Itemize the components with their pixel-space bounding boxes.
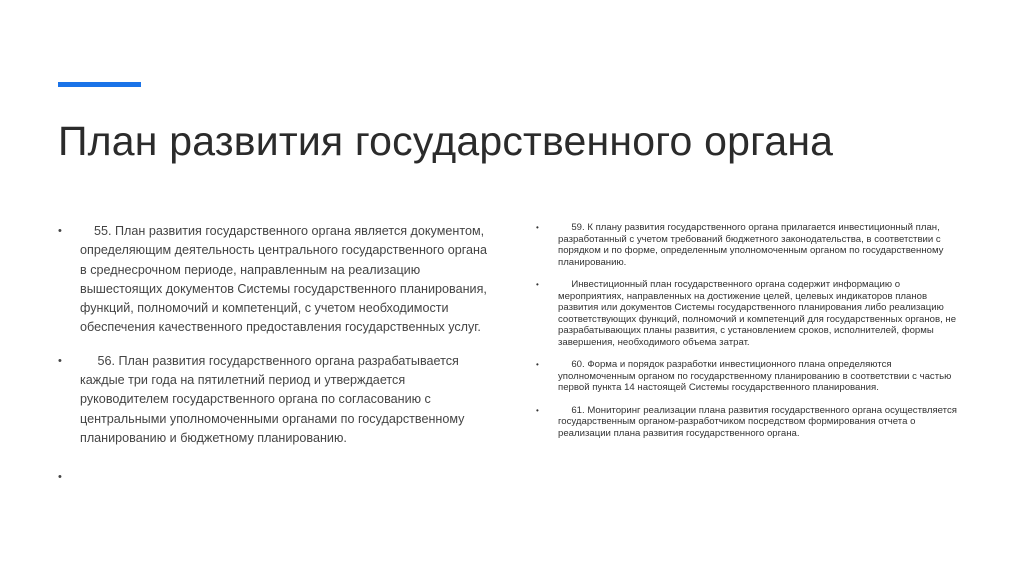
list-item [58,222,491,338]
bullet-icon: • [58,225,62,237]
list-item-text: 61. Мониторинг реализации плана развития государственного органа осуществляется государственным органом-разработчиком посредством формирования отчета о реализации плана развития государственного органа. [558,404,960,439]
list-item [536,405,966,440]
left-bullet-list [58,222,491,488]
bullet-icon: • [536,360,539,369]
bullet-icon: • [536,280,539,289]
left-column [58,222,491,502]
list-item [58,468,488,487]
list-item-text: Инвестиционный план государственного органа содержит информацию о мероприятиях, направленных на достижение целей, целевых индикаторов планов развития или документов Системы государственного планирования либо реализацию соответствующих функций, полномочий и компетенций для государственных органов, не разрабатывающих планы развития, с установлением сроков, исполнителей, формы завершения, необходимого объема затрат. [558,279,959,348]
list-item-text [80,468,488,487]
list-item-text: 55. План развития государственного органа является документом, определяющим деятельность центрального государственного органа в среднесрочном периоде, направленным на реализацию вышестоящих документов Системы государственного планирования, функций, полномочий и компетенций, с учетом необходимости обеспечения качественного предоставления государственных услуг. [80,224,491,335]
list-item [536,279,966,348]
list-item [536,359,966,394]
bullet-icon: • [58,471,62,484]
slide-title: План развития государственного органа [58,118,834,164]
right-bullet-list [536,222,966,439]
list-item-text: 60. Форма и порядок разработки инвестиционного плана определяются уполномоченным органом по государственному планированию в соответствии с частью первой пункта 14 настоящей Системы государственного планирования. [558,359,954,393]
list-item [536,222,966,268]
title-accent-bar [58,82,141,87]
list-item [58,352,488,448]
bullet-icon: • [536,405,539,415]
list-item-text: 56. План развития государственного органа разрабатывается каждые три года на пятилетний период и утверждается руководителем государственного органа по согласованию с центральными уполномоченными органами по государственному планированию и бюджетному планированию. [80,353,468,445]
bullet-icon: • [58,354,62,367]
list-item-text: 59. К плану развития государственного органа прилагается инвестиционный план, разработанный с учетом требований бюджетного законодательства, в соответствии с порядком и по форме, определенным уполномоченным органом по государственному планированию. [558,222,947,268]
right-column [536,222,966,450]
bullet-icon: • [536,223,539,232]
